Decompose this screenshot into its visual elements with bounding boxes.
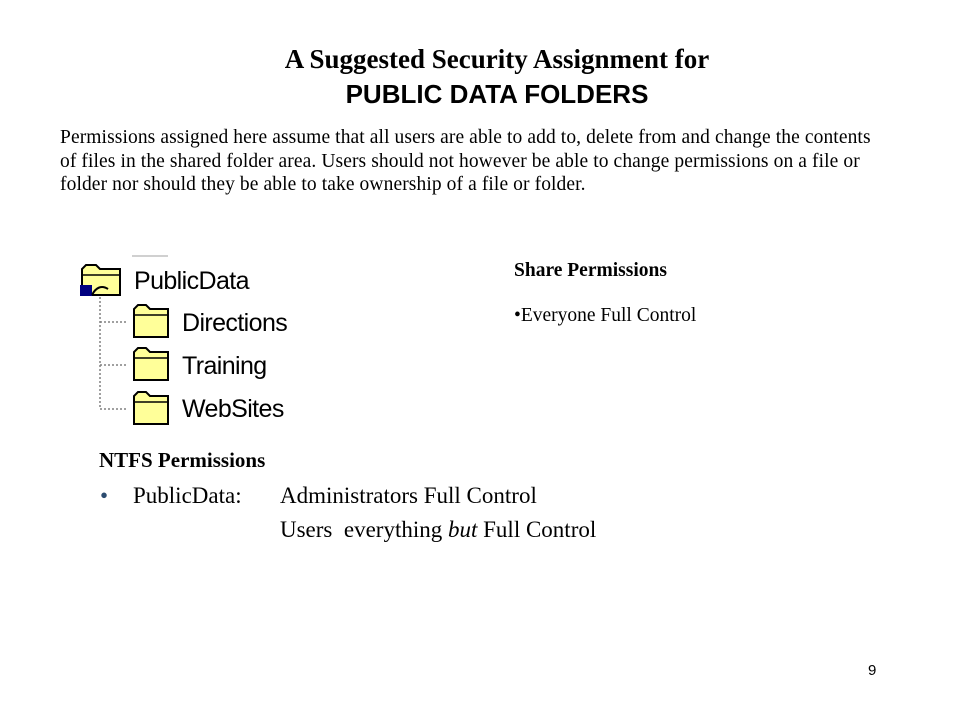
folder-icon-directions bbox=[134, 305, 168, 337]
page-number: 9 bbox=[868, 662, 877, 679]
folder-tree bbox=[78, 255, 318, 435]
intro-paragraph: Permissions assigned here assume that all users are able to add to, delete from and change the contents of files in the shared folder area. Users should not however be able to change permissions on a file or folder nor should they be able to take ownership of a file or folder. bbox=[60, 127, 871, 195]
tree-item-directions[interactable]: Directions bbox=[182, 309, 288, 337]
folder-icon-websites bbox=[134, 392, 168, 424]
share-permissions-item: •Everyone Full Control bbox=[514, 305, 697, 326]
shared-folder-icon bbox=[80, 265, 120, 296]
share-permissions-heading: Share Permissions bbox=[514, 260, 667, 281]
tree-item-websites[interactable]: WebSites bbox=[182, 395, 284, 423]
ntfs-users-permission bbox=[280, 516, 596, 544]
ntfs-users-emphasis: but bbox=[448, 517, 478, 542]
ntfs-users-prefix: Users everything bbox=[280, 517, 448, 542]
title-line-2: PUBLIC DATA FOLDERS bbox=[345, 79, 649, 109]
ntfs-bullet: • bbox=[100, 483, 109, 508]
ntfs-admins-permission: Administrators Full Control bbox=[280, 483, 537, 508]
folder-icon-training bbox=[134, 348, 168, 380]
tree-item-training[interactable]: Training bbox=[182, 352, 267, 380]
title-line-1: A Suggested Security Assignment for bbox=[284, 44, 710, 74]
ntfs-users-suffix: Full Control bbox=[477, 517, 597, 542]
ntfs-permissions-heading: NTFS Permissions bbox=[99, 448, 266, 472]
ntfs-folder-name: PublicData: bbox=[133, 483, 242, 508]
slide-title bbox=[0, 42, 960, 112]
tree-root-label[interactable]: PublicData bbox=[134, 267, 249, 295]
